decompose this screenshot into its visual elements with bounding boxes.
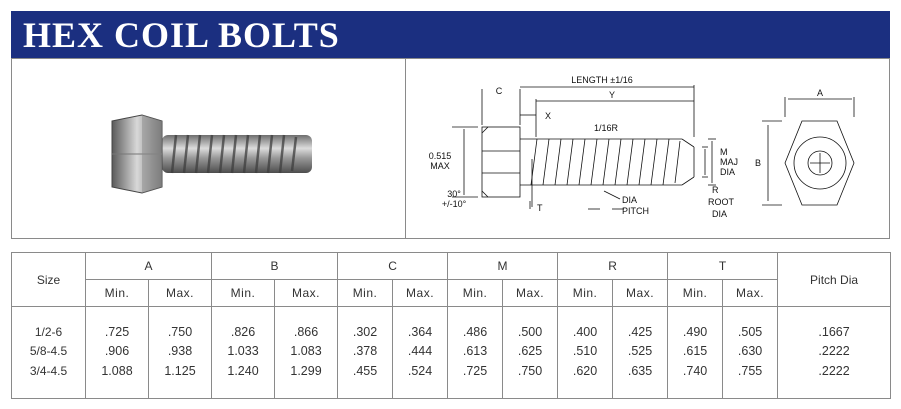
size-cell: 3/4-4.5 [12,361,86,381]
table-row [12,361,891,381]
value-cell: .525 [613,342,668,362]
label-dia: DIA [622,195,638,205]
value-cell: 1.083 [275,342,338,362]
value-cell: .490 [668,322,723,342]
group-header-t: T [668,253,778,280]
title-bar [11,11,890,58]
value-cell: .455 [338,361,393,381]
value-cell: .740 [668,361,723,381]
value-cell: .866 [275,322,338,342]
value-cell: .425 [613,322,668,342]
min-header: Min. [668,280,723,307]
min-header: Min. [212,280,275,307]
value-cell: 1.299 [275,361,338,381]
size-header: Size [12,253,86,307]
value-cell: .505 [723,322,778,342]
pitch-dia-header: Pitch Dia [778,253,891,307]
min-header: Min. [338,280,393,307]
value-cell: .725 [448,361,503,381]
value-cell: .378 [338,342,393,362]
value-cell: .750 [503,361,558,381]
pitch-cell: .2222 [778,361,891,381]
pitch-cell: .2222 [778,342,891,362]
max-header: Max. [613,280,668,307]
value-cell: .524 [393,361,448,381]
max-header: Max. [149,280,212,307]
value-cell: 1.033 [212,342,275,362]
value-cell: .364 [393,322,448,342]
value-cell: .938 [149,342,212,362]
label-r16: 1/16R [594,123,619,133]
label-m: M [720,147,728,157]
panel-divider [405,59,406,238]
label-root: ROOT [708,197,734,207]
label-b: B [754,158,762,168]
min-header: Min. [86,280,149,307]
value-cell: .725 [86,322,149,342]
label-length: LENGTH ±1/16 [571,75,633,85]
label-root-dia: DIA [712,209,728,219]
spec-table [11,252,891,399]
value-cell: .400 [558,322,613,342]
table-row [12,322,891,342]
value-cell: .635 [613,361,668,381]
table-row [12,342,891,362]
value-cell: .755 [723,361,778,381]
value-cell: .302 [338,322,393,342]
label-maj: MAJ [720,157,738,167]
value-cell: .510 [558,342,613,362]
figure-panel [11,58,890,239]
value-cell: .625 [503,342,558,362]
label-t: T [537,203,543,213]
value-cell: .630 [723,342,778,362]
group-header-a: A [86,253,212,280]
max-header: Max. [275,280,338,307]
bolt-drawing [412,59,887,239]
label-pitch: PITCH [622,206,649,216]
size-cell: 1/2-6 [12,322,86,342]
pitch-cell: .1667 [778,322,891,342]
label-angle-tol: +/-10° [441,199,467,209]
min-header: Min. [558,280,613,307]
value-cell: .613 [448,342,503,362]
group-header-c: C [338,253,448,280]
label-x: X [545,111,552,121]
group-header-m: M [448,253,558,280]
label-c: C [495,86,503,96]
value-cell: .906 [86,342,149,362]
value-cell: .750 [149,322,212,342]
max-header: Max. [723,280,778,307]
value-cell: 1.240 [212,361,275,381]
label-y: Y [608,90,616,100]
group-header-b: B [212,253,338,280]
value-cell: 1.088 [86,361,149,381]
value-cell: .615 [668,342,723,362]
label-angle: 30° [447,189,461,199]
value-cell: .486 [448,322,503,342]
label-max-word: MAX [430,161,450,171]
value-cell: .620 [558,361,613,381]
label-max-dim: 0.515 [428,151,452,161]
value-cell: .444 [393,342,448,362]
max-header: Max. [393,280,448,307]
page-title: HEX COIL BOLTS [23,14,340,55]
max-header: Max. [503,280,558,307]
value-cell: .826 [212,322,275,342]
value-cell: 1.125 [149,361,212,381]
bolt-photo [102,99,322,209]
value-cell: .500 [503,322,558,342]
size-cell: 5/8-4.5 [12,342,86,362]
group-header-r: R [558,253,668,280]
label-maj-dia: DIA [720,167,736,177]
label-r: R [712,185,719,195]
min-header: Min. [448,280,503,307]
label-a: A [816,88,824,98]
